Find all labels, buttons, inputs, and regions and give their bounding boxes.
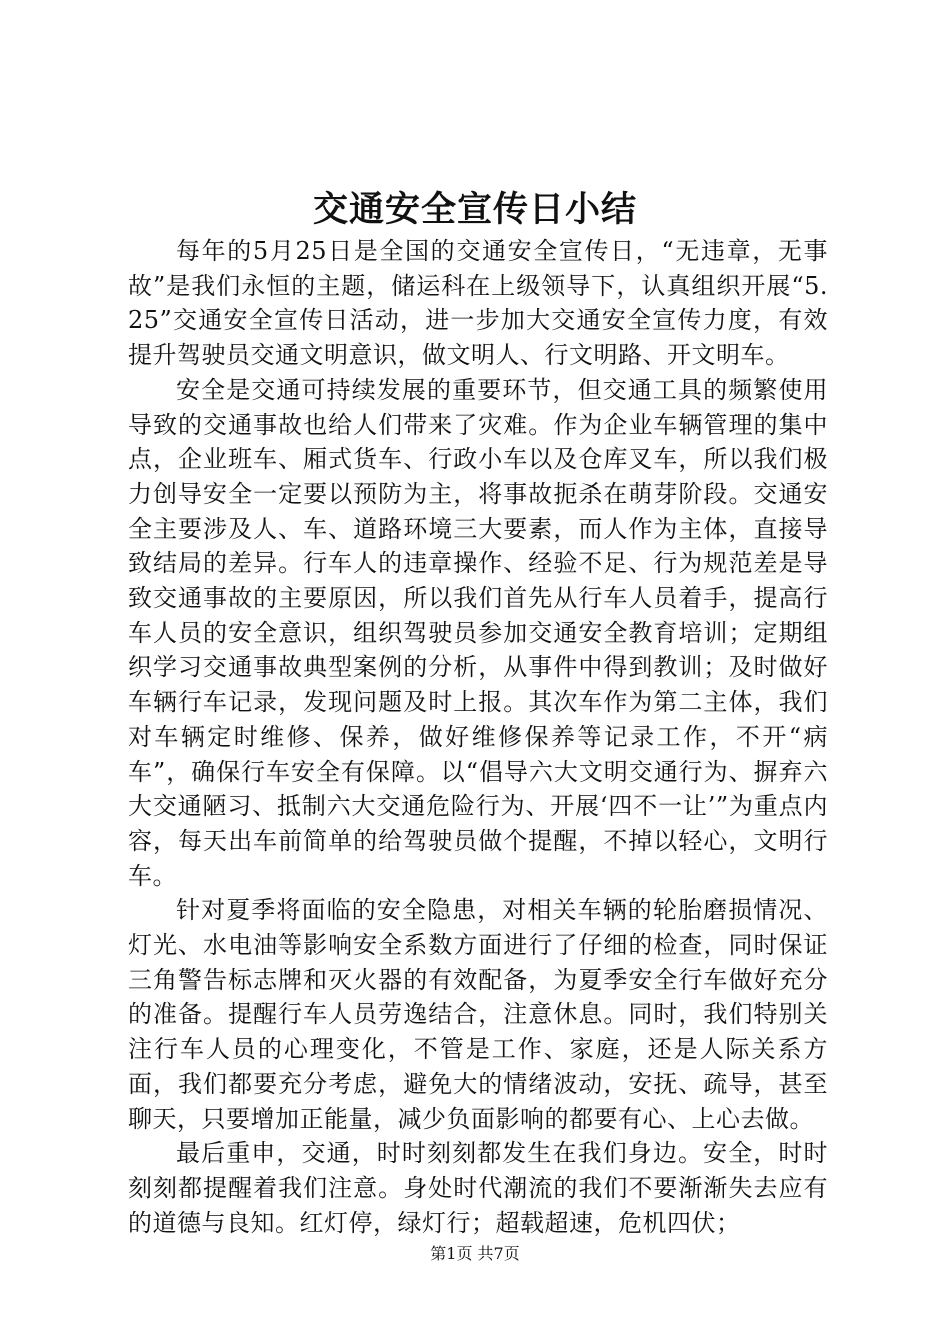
paragraph-safety-measures: 安全是交通可持续发展的重要环节，但交通工具的频繁使用导致的交通事故也给人们带来了灾难。作为企业车辆管理的集中点，企业班车、厢式货车、行政小车以及仓库叉车，所以我们极力创导安全一定要以预防为主，将事故扼杀在萌芽阶段。交通安全主要涉及人、车、道路环境三大要素，而人作为主体，直接导致结局的差异。行车人的违章操作、经验不足、行为规范差是导致交通事故的主要原因，所以我们首先从行车人员着手，提高行车人员的安全意识，组织驾驶员参加交通安全教育培训；定期组织学习交通事故典型案例的分析，从事件中得到教训；及时做好车辆行车记录，发现问题及时上报。其次车作为第二主体，我们对车辆定时维修、保养，做好维修保养等记录工作，不开“病车”，确保行车安全有保障。以“倡导六大文明交通行为、摒弃六大交通陋习、抵制六大交通危险行为、开展‘四不一让’”为重点内容，每天出车前简单的给驾驶员做个提醒，不掉以轻心，文明行车。 xyxy=(128,375,828,890)
paragraph-conclusion: 最后重申，交通，时时刻刻都发生在我们身边。安全，时时刻刻都提醒着我们注意。身处时代潮流的我们不要渐渐失去应有的道德与良知。红灯停，绿灯行；超载超速，危机四伏； xyxy=(128,1139,828,1237)
page-number-footer: 第1页 共7页 xyxy=(430,1244,520,1263)
document-title: 交通安全宣传日小结 xyxy=(312,189,637,230)
paragraph-summer-preparation: 针对夏季将面临的安全隐患，对相关车辆的轮胎磨损情况、灯光、水电油等影响安全系数方面进行了仔细的检查，同时保证三角警告标志牌和灭火器的有效配备，为夏季安全行车做好充分的准备。提醒行车人员劳逸结合，注意休息。同时，我们特别关注行车人员的心理变化，不管是工作、家庭，还是人际关系方面，我们都要充分考虑，避免大的情绪波动，安抚、疏导，甚至聊天，只要增加正能量，减少负面影响的都要有心、上心去做。 xyxy=(128,896,828,1133)
paragraph-intro: 每年的5月25日是全国的交通安全宣传日，“无违章，无事故”是我们永恒的主题，储运科在上级领导下，认真组织开展“5.25”交通安全宣传日活动，进一步加大交通安全宣传力度，有效提升驾驶员交通文明意识，做文明人、行文明路、开文明车。 xyxy=(128,237,828,370)
document-body xyxy=(128,234,828,1240)
